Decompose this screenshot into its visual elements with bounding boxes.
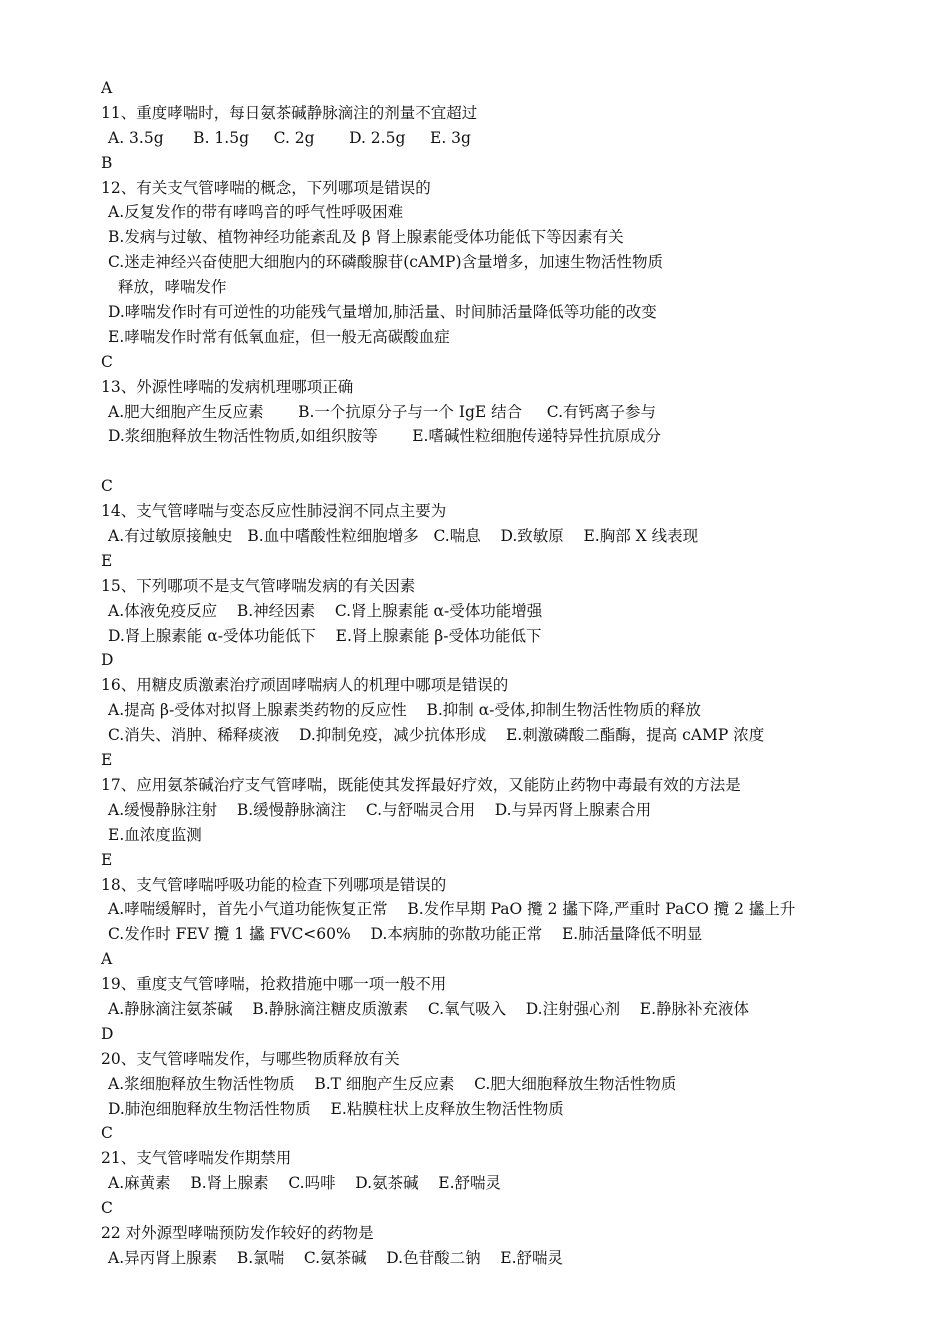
options-line: A.麻黄素 B.肾上腺素 C.吗啡 D.氨茶碱 E.舒喘灵 <box>108 1174 502 1193</box>
question-line: 21、支气管哮喘发作期禁用 <box>101 1149 292 1168</box>
question-line: 20、支气管哮喘发作，与哪些物质释放有关 <box>101 1049 400 1068</box>
options-line: A.浆细胞释放生物活性物质 B.T 细胞产生反应素 C.肥大细胞释放生物活性物质 <box>108 1074 677 1093</box>
option-continuation-line: 释放，哮喘发作 <box>118 278 227 297</box>
options-line: D.哮喘发作时有可逆性的功能残气量增加,肺活量、时间肺活量降低等功能的改变 <box>108 303 657 322</box>
answer-line: E <box>101 551 113 570</box>
options-line: D.肺泡细胞释放生物活性物质 E.粘膜柱状上皮释放生物活性物质 <box>108 1099 564 1118</box>
question-line: 17、应用氨茶碱治疗支气管哮喘，既能使其发挥最好疗效，又能防止药物中毒最有效的方法是 <box>101 775 741 794</box>
answer-line: C <box>101 352 113 371</box>
answer-line: E <box>101 850 113 869</box>
answer-line: C <box>101 477 113 496</box>
options-line: A.反复发作的带有哮鸣音的呼气性呼吸困难 <box>108 203 404 222</box>
options-line: A.缓慢静脉注射 B.缓慢静脉滴注 C.与舒喘灵合用 D.与异丙肾上腺素合用 <box>108 800 652 819</box>
answer-line: B <box>101 153 113 172</box>
answer-line: C <box>101 1199 113 1218</box>
question-line: 13、外源性哮喘的发病机理哪项正确 <box>101 377 354 396</box>
blank-line <box>101 449 861 474</box>
document-page <box>101 76 861 1271</box>
answer-line: C <box>101 1124 113 1143</box>
options-line: C.迷走神经兴奋使肥大细胞内的环磷酸腺苷(cAMP)含量增多，加速生物活性物质 <box>108 253 664 272</box>
answer-line: D <box>101 1024 114 1043</box>
question-line: 22 对外源型哮喘预防发作较好的药物是 <box>101 1223 374 1242</box>
answer-line: A <box>101 950 113 969</box>
question-line: 12、有关支气管哮喘的概念，下列哪项是错误的 <box>101 178 431 197</box>
options-line: E.血浓度监测 <box>108 825 202 844</box>
answer-line: E <box>101 751 113 770</box>
options-line: D.肾上腺素能 α-受体功能低下 E.肾上腺素能 β-受体功能低下 <box>108 626 542 645</box>
question-line: 18、支气管哮喘呼吸功能的检查下列哪项是错误的 <box>101 875 447 894</box>
options-line: A.体液免疫反应 B.神经因素 C.肾上腺素能 α-受体功能增强 <box>108 601 543 620</box>
options-line: C.发作时 FEV 攬 1 攭 FVC<60% D.本病肺的弥散功能正常 E.肺活量降低不明显 <box>108 925 703 944</box>
options-line: A.提高 β-受体对拟肾上腺素类药物的反应性 B.抑制 α-受体,抑制生物活性物质的释放 <box>108 701 701 720</box>
question-line: 16、用糖皮质激素治疗顽固哮喘病人的机理中哪项是错误的 <box>101 676 509 695</box>
question-line: 15、下列哪项不是支气管哮喘发病的有关因素 <box>101 576 416 595</box>
options-line: B.发病与过敏、植物神经功能紊乱及 β 肾上腺素能受体功能低下等因素有关 <box>108 228 624 247</box>
options-line: C.消失、消肿、稀释痰液 D.抑制免疫，减少抗体形成 E.刺激磷酸二酯酶，提高 cAMP 浓度 <box>108 726 765 745</box>
options-line: E.哮喘发作时常有低氧血症，但一般无高碳酸血症 <box>108 327 450 346</box>
options-line: A.静脉滴注氨茶碱 B.静脉滴注糖皮质激素 C.氧气吸入 D.注射强心剂 E.静脉补充液体 <box>108 999 750 1018</box>
options-line: A.有过敏原接触史 B.血中嗜酸性粒细胞增多 C.喘息 D.致敏原 E.胸部 X 线表现 <box>108 527 699 546</box>
question-line: 11、重度哮喘时，每日氨茶碱静脉滴注的剂量不宜超过 <box>101 103 478 122</box>
question-line: 19、重度支气管哮喘，抢救措施中哪一项一般不用 <box>101 975 447 994</box>
options-line: D.浆细胞释放生物活性物质,如组织胺等 E.嗜碱性粒细胞传递特异性抗原成分 <box>108 427 661 446</box>
options-line: A.肥大细胞产生反应素 B.一个抗原分子与一个 IgE 结合 C.有钙离子参与 <box>108 402 657 421</box>
options-line: A.异丙肾上腺素 B.氯喘 C.氨茶碱 D.色苷酸二钠 E.舒喘灵 <box>108 1248 564 1267</box>
options-line: A. 3.5g B. 1.5g C. 2g D. 2.5g E. 3g <box>108 128 471 147</box>
answer-line: A <box>101 79 113 97</box>
options-line: A.哮喘缓解时，首先小气道功能恢复正常 B.发作早期 PaO 攬 2 攭下降,严重时 PaCO 攬 2 攭上升 <box>108 900 796 919</box>
question-line: 14、支气管哮喘与变态反应性肺浸润不同点主要为 <box>101 502 447 521</box>
answer-line: D <box>101 651 114 670</box>
